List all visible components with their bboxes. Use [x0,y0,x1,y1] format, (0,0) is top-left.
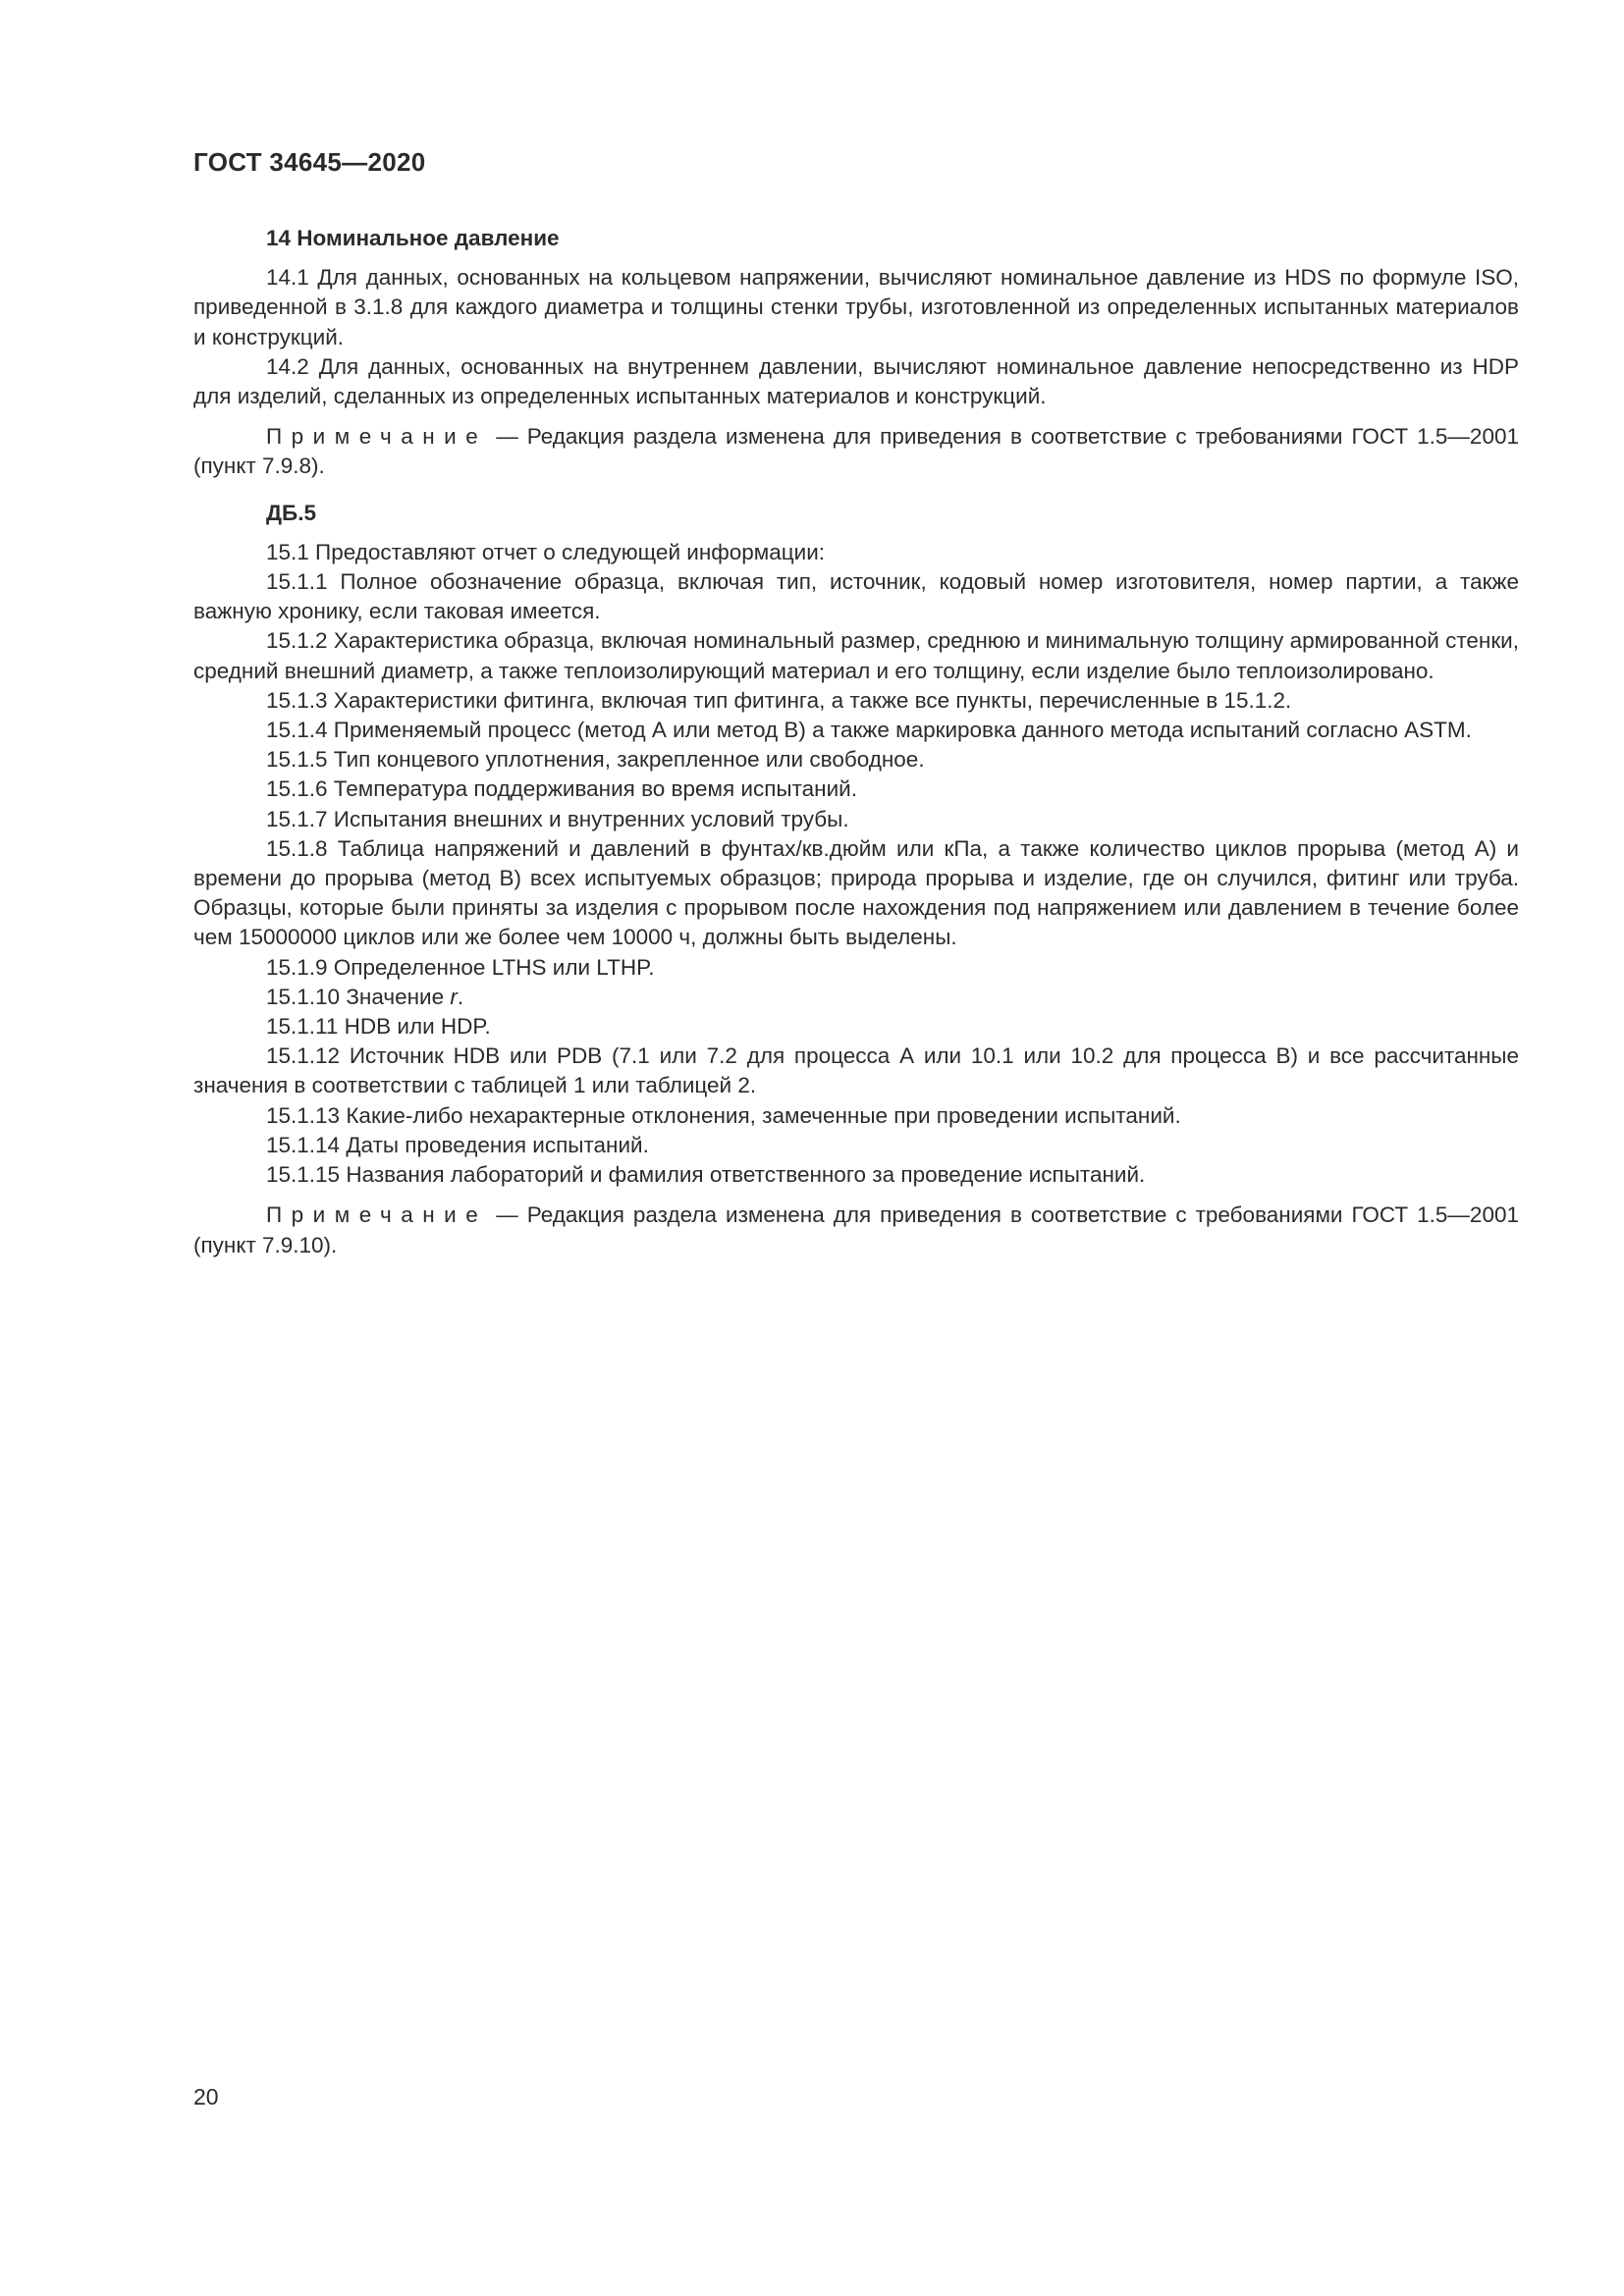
paragraph-15-1-3: 15.1.3 Характеристики фитинга, включая тип фитинга, а также все пункты, перечисленные в 15.1.2. [266,687,1292,713]
paragraph-15-1-10-prefix: 15.1.10 Значение [266,984,451,1009]
spacer [193,482,1519,499]
paragraph-15-1-10-suffix: . [457,984,464,1009]
document-body [193,224,1519,1260]
paragraph-15-1-5: 15.1.5 Тип концевого уплотнения, закрепленное или свободное. [266,747,925,773]
paragraph-15-1-6: 15.1.6 Температура поддерживания во время испытаний. [266,776,857,802]
document-code-header: ГОСТ 34645—2020 [193,147,426,177]
paragraph-14-2: 14.2 Для данных, основанных на внутреннем давлении, вычисляют номинальное давление непосредственно из HDP для изделий, сделанных из определенных испытанных материалов и конструкций. [193,353,1519,409]
section-db5-title: ДБ.5 [266,500,316,525]
paragraph-14-1: 14.1 Для данных, основанных на кольцевом напряжении, вычисляют номинальное давление из HDS по формуле ISO, приведенной в 3.1.8 для каждого диаметра и толщины стенки трубы, изготовленной из определенных испытанных материалов и конструкций. [193,265,1519,349]
page-number: 20 [193,2084,219,2109]
note-section-14 [193,422,1519,481]
note-label: Примечание [266,424,488,450]
note-text: — Редакция раздела изменена для приведения в соответствие с требованиями ГОСТ 1.5—2001 (пункт 7.9.10). [193,1202,1519,1257]
paragraph-15-1-11: 15.1.11 HDB или HDP. [266,1014,491,1040]
paragraph-15-1-15: 15.1.15 Названия лабораторий и фамилия ответственного за проведение испытаний. [266,1162,1146,1188]
note-section-db5 [193,1201,1519,1259]
paragraph-15-1: 15.1 Предоставляют отчет о следующей информации: [266,539,826,564]
paragraph-15-1-12: 15.1.12 Источник HDB или PDB (7.1 или 7.2 для процесса А или 10.1 или 10.2 для процесса В) и все рассчитанные значения в соответствии с таблицей 1 или таблицей 2. [193,1043,1519,1098]
paragraph-15-1-13: 15.1.13 Какие-либо нехарактерные отклонения, замеченные при проведении испытаний. [266,1102,1181,1128]
note-label: Примечание [266,1202,488,1228]
spacer [193,1190,1519,1201]
section-14-title: 14 Номинальное давление [266,226,560,250]
note-text: — Редакция раздела изменена для приведения в соответствие с требованиями ГОСТ 1.5—2001 (пункт 7.9.8). [193,424,1519,479]
paragraph-15-1-7: 15.1.7 Испытания внешних и внутренних условий трубы. [266,806,849,831]
paragraph-15-1-1: 15.1.1 Полное обозначение образца, включая тип, источник, кодовый номер изготовителя, номер партии, а также важную хронику, если таковая имеется. [193,569,1519,624]
paragraph-15-1-9: 15.1.9 Определенное LTHS или LTHP. [266,954,655,980]
paragraph-15-1-8: 15.1.8 Таблица напряжений и давлений в фунтах/кв.дюйм или кПа, а также количество циклов прорыва (метод А) и времени до прорыва (метод В) всех испытуемых образцов; природа прорыва и изделие, где он случился, фитинг или труба. Образцы, которые были приняты за изделия с прорывом после нахождения под напряжением или давлением в течение более чем 15000000 циклов или же более чем 10000 ч, должны быть выделены. [193,835,1519,950]
spacer [193,411,1519,422]
paragraph-15-1-14: 15.1.14 Даты проведения испытаний. [266,1132,649,1157]
paragraph-15-1-4: 15.1.4 Применяемый процесс (метод А или метод В) а также маркировка данного метода испытаний согласно ASTM. [266,718,1472,743]
paragraph-15-1-10 [193,983,1519,1012]
variable-r: r [450,984,458,1009]
paragraph-15-1-2: 15.1.2 Характеристика образца, включая номинальный размер, среднюю и минимальную толщину армированной стенки, средний внешний диаметр, а также теплоизолирующий материал и его толщину, если изделие было теплоизолировано. [193,628,1519,683]
